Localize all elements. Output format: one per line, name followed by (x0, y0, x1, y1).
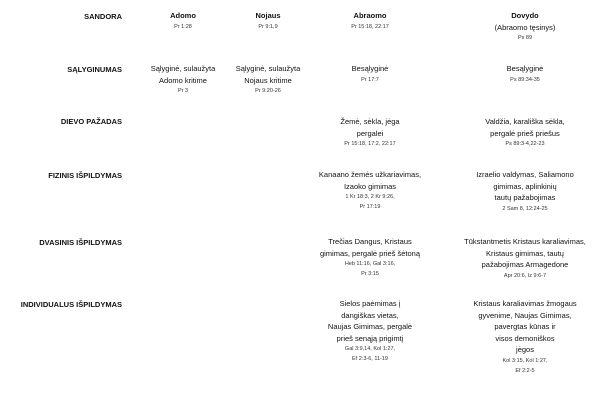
cell-text: gimimas, aplinkinių (493, 181, 557, 191)
cell (352, 63, 389, 85)
cell (507, 63, 544, 85)
header-ref: Pr 9:1,9 (258, 23, 278, 30)
cell (464, 236, 586, 281)
cell-text: jėgos (516, 345, 534, 354)
header-ref: Pr 1:28 (174, 23, 192, 30)
header-title: Adomo (170, 11, 196, 20)
cell (485, 116, 564, 149)
row-label-salyginumas: SĄLYGINUMAS (67, 65, 122, 74)
cell-text: pergalė prieš priešus (490, 128, 560, 138)
cell-text: Trečias Dangus, Kristaus (328, 237, 412, 246)
header-subtitle: (Abraomo tęsinys) (494, 22, 556, 32)
cell-text: Sielos paėmimas į (339, 299, 401, 308)
cell-text: Valdžia, karališka sėkla, (485, 117, 565, 126)
header-adomo (170, 10, 196, 32)
cell-ref: Pr 3 (177, 88, 189, 94)
header-title: Dovydo (511, 11, 539, 20)
cell-text: Adomo kritime (159, 75, 207, 85)
cell-text: Žemė, sėkla, jėga (340, 117, 400, 126)
cell-ref: Pr 17:19 (359, 204, 381, 210)
cell-ref: Ef 2:2-5 (515, 367, 535, 374)
cell-text: pergalei (356, 128, 384, 138)
row-label-individualus: INDIVIDUALUS IŠPILDYMAS (20, 300, 122, 309)
header-abraomo (351, 10, 389, 32)
cell-ref: Heb 11:16, Gal 3:16, (344, 261, 396, 267)
row-label-fizinis: FIZINIS IŠPILDYMAS (48, 171, 122, 180)
cell (319, 169, 421, 212)
header-title: Nojaus (255, 11, 281, 20)
cell-text: Izaoko gimimas (343, 181, 397, 191)
cell (340, 116, 399, 149)
header-nojaus (255, 10, 280, 32)
cell-text: Kristaus karaliavimas žmogaus (473, 299, 577, 308)
cell-text: visos demoniškos (495, 333, 555, 343)
cell-ref: 1 Kr 18:3, 2 Kr 9:26, (345, 194, 395, 200)
cell-ref: Pr 9:20-26 (255, 88, 281, 94)
cell-text: Nojaus kritime (244, 75, 292, 85)
cell-ref: 2 Sam 8, 12:24-25 (502, 205, 548, 212)
cell-ref: Apr 20:6, Iz 9:6-7 (503, 272, 547, 279)
header-ref: Ps 89 (517, 35, 533, 41)
cell-text: pavergtas kūnas ir (494, 322, 556, 331)
header-title: Abraomo (353, 11, 387, 20)
row-label-dvasinis: DVASINIS IŠPILDYMAS (39, 238, 122, 247)
cell-ref: Ef 2:3-6, 11-19 (352, 356, 388, 362)
cell-text: gimimas, pergalė prieš šėtoną (319, 248, 421, 258)
cell-ref: Pr 17:7 (361, 76, 379, 83)
cell-text: Besąlyginė (506, 64, 544, 73)
cell (320, 236, 420, 279)
row-label-sandora: SANDORA (84, 12, 122, 21)
cell-text: Kanaano žemės užkariavimas, (318, 170, 422, 179)
cell-text: Tūkstantmetis Kristaus karaliavimas, (464, 237, 586, 246)
cell-text: prieš senąją prigimtį (336, 333, 404, 343)
cell (473, 298, 576, 376)
cell (328, 298, 412, 364)
cell-ref: Ps 89:34-35 (510, 76, 540, 83)
cell-text: Izraelio valdymas, Saliamono (476, 170, 574, 179)
cell-ref: Pr 3:15 (361, 271, 379, 277)
cell-text: Naujas Gimimas, pergalė (327, 322, 413, 331)
cell-text: Sąlyginė, sulaužyta (235, 64, 301, 73)
cell-ref: Kol 3:15, Kol 1:27, (502, 357, 548, 364)
cell (151, 63, 216, 96)
cell (236, 63, 301, 96)
cell-ref: Ps 89:3-4,22-23 (505, 141, 545, 147)
cell-text: dangiškas vietas, (341, 310, 399, 320)
cell (476, 169, 574, 214)
cell-text: Kristaus gimimas, tautų (486, 248, 564, 258)
row-label-dievo-pazadas: DIEVO PAŽADAS (60, 117, 122, 126)
cell-ref: Pr 15:18, 17:2, 22:17 (344, 141, 396, 147)
cell-text: Sąlyginė, sulaužyta (150, 64, 216, 73)
cell-text: pažabojimas Armagedone (481, 260, 569, 269)
header-dovydo (495, 10, 556, 43)
cell-text: tautų pažabojimas (494, 193, 556, 202)
cell-text: gyvenime, Naujas Gimimas, (478, 310, 572, 320)
header-ref: Pr 15:18, 22:17 (351, 23, 389, 30)
cell-text: Besąlyginė (351, 64, 389, 73)
cell-ref: Gal 3:9,14, Kol 1:27, (344, 346, 396, 352)
